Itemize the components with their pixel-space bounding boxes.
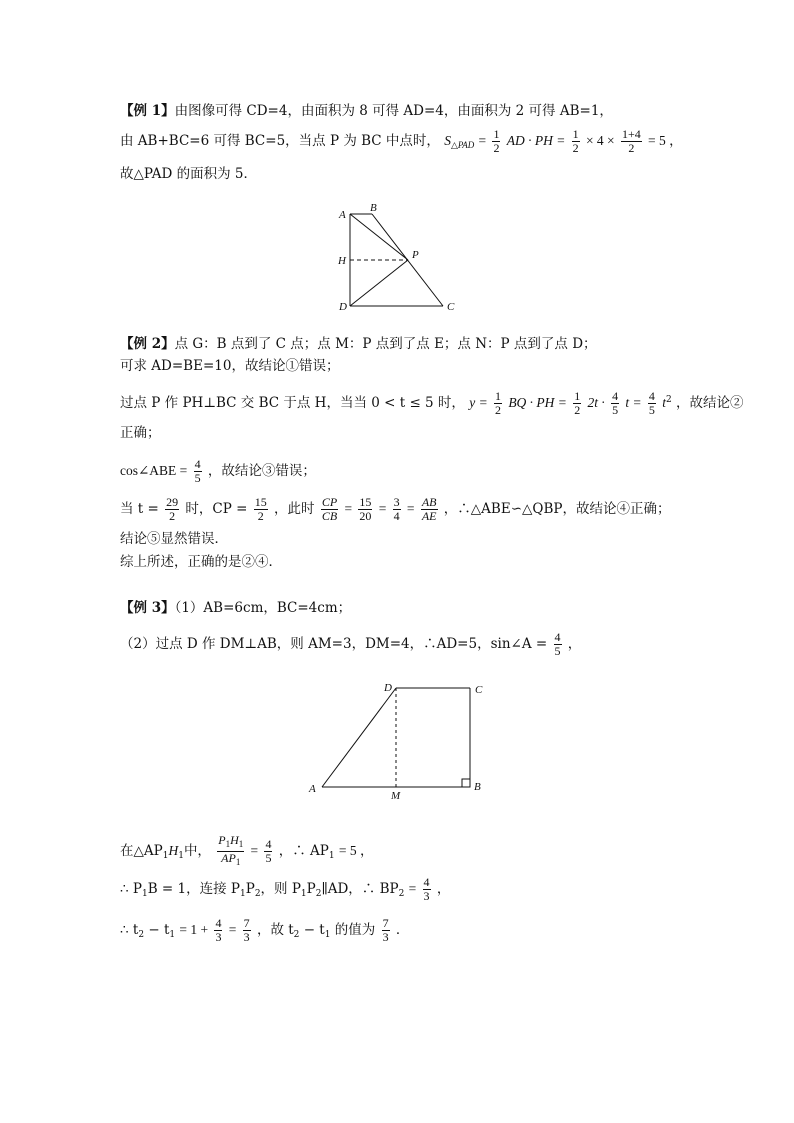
label-B: B — [474, 781, 481, 793]
ex1-line1: 【例 1】由图像可得 CD=4，由面积为 8 可得 AD=4，由面积为 2 可得 AB=1， — [120, 103, 613, 119]
ex1-tag: 【例 1】 — [120, 103, 175, 119]
ex2-line6: 当 t = $\frac{29}{2}$ 时，CP = $\frac{15}{2}$ ，此时 $\frac{CP}{CB}$ = $\frac{15}{20}$ = $\frac{3}{4}$ = $\frac{AB}{AE}$ ，∴△ABE∽△QBP，故结论④正确； — [120, 495, 671, 523]
ex1-line3: 故△PAD 的面积为 5． — [120, 166, 257, 182]
right-angle-mark — [462, 779, 470, 787]
figure-trapezoid-pad — [330, 200, 460, 315]
segment-ap — [350, 214, 408, 260]
ex3-line1: 【例 3】（1）AB=6cm，BC=4cm； — [120, 600, 352, 616]
label-H: H — [338, 255, 346, 267]
ex2-line7: 结论⑤显然错误． — [120, 531, 228, 547]
ex2-line5: cos∠ABE = $\frac{4}{5}$ ，故结论③错误； — [120, 457, 316, 485]
figure-trapezoid-abcd — [300, 676, 500, 801]
ex2-line1: 【例 2】点 G：B 点到了 C 点；点 M：P 点到了点 E；点 N：P 点到了点 D； — [120, 336, 597, 352]
segment-ad — [322, 688, 396, 787]
label-C: C — [475, 684, 483, 696]
ex2-tag: 【例 2】 — [120, 336, 175, 352]
fraction-half: $\frac{1}{2}$ — [493, 127, 500, 155]
ex3-tag: 【例 3】 — [120, 600, 175, 616]
label-D: D — [339, 301, 347, 313]
label-D: D — [384, 682, 392, 694]
ex3-line2: （2）过点 D 作 DM⊥AB，则 AM=3，DM=4，∴AD=5，sin∠A = $\frac{4}{5}$ ， — [120, 630, 582, 658]
label-C: C — [447, 301, 455, 313]
ex3-line4: ∴ $P_1B = 1$，连接 $P_1P_2$，则 $P_1P_2\parallel AD$，∴ $BP_2$ = $\frac{4}{3}$ ， — [120, 875, 451, 903]
ex3-line5: ∴ $t_2 - t_1 = 1$ + $\frac{4}{3}$ = $\frac{7}{3}$ ，故 $t_2 - t_1$ 的值为 $\frac{7}{3}$ ． — [120, 916, 410, 944]
label-M: M — [391, 790, 401, 801]
ex2-line2: 可求 AD=BE=10，故结论①错误； — [120, 358, 340, 374]
segment-dp — [350, 260, 408, 306]
ex2-line8: 综上所述，正确的是②④． — [120, 554, 282, 570]
label-B: B — [370, 202, 377, 214]
fraction-1plus4-over-2: $\frac{1+4}{2}$ — [621, 127, 641, 155]
ex2-line3: 过点 P 作 PH⊥BC 交 BC 于点 H，当当 0 < t ≤ 5 时， y = $\frac{1}{2}$ BQ · PH = $\frac{1}{2}$ 2t · $\frac{4}{5}$ t = $\frac{4}{5}$ $t^2$ ，故结论② — [120, 389, 744, 417]
label-A: A — [309, 783, 316, 795]
ex1-line2: 由 AB+BC=6 可得 BC=5，当点 P 为 BC 中点时， $S_{\triangle PAD}$ = $\frac{1}{2}$ AD · PH = $\frac{1}{2}$ × 4 × $\frac{1+4}{2}$ = 5 ， — [120, 127, 683, 155]
label-A: A — [339, 209, 346, 221]
ex3-line3: 在$\triangle AP_1H_1$中， $\frac{P_1H_1}{AP_1}$ = $\frac{4}{5}$ ，∴ $AP_1 = 5$ ， — [120, 833, 374, 867]
ex2-line4: 正确； — [120, 425, 161, 441]
label-P: P — [412, 249, 419, 261]
fraction-half-2: $\frac{1}{2}$ — [572, 127, 579, 155]
